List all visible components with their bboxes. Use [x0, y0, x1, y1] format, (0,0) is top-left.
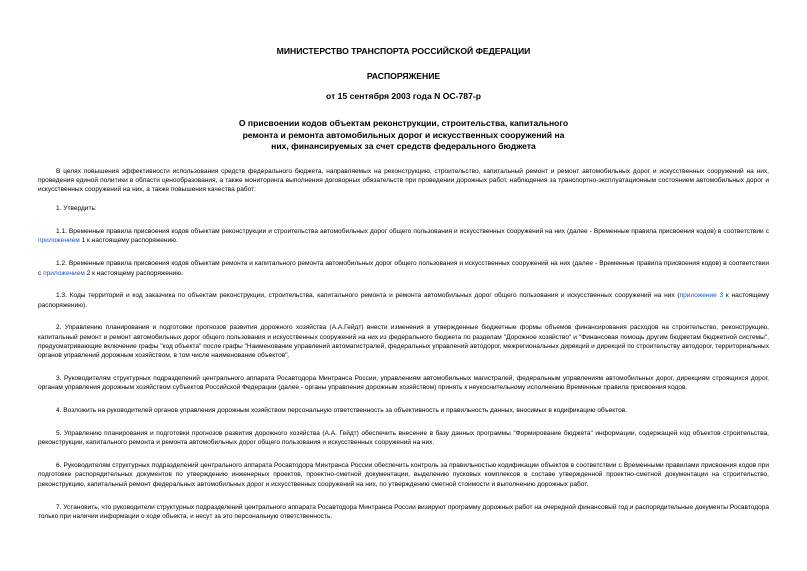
paragraph-1-2-tail: 2 к настоящему распоряжению. [84, 269, 183, 277]
paragraph-1-1 [38, 227, 769, 246]
paragraph-1-1-text: 1.1. Временные правила присвоения кодов объектам реконструкции и строительства автомобильных дорог общего пользования и искусственных сооружений на них (далее - Временные правила присвоения кодов) в соответствии с [56, 228, 769, 236]
paragraph-1-3-text: 1.3. Коды территорий и код заказчика по объектам реконструкции, строительства, капитального ремонта и ремонта автомобильных дорог общего пользования и искусственных сооружений на них ( [56, 292, 680, 300]
appendix-2-link[interactable]: приложением [43, 269, 85, 277]
appendix-1-link[interactable]: приложением [38, 237, 80, 245]
paragraph-4: 4. Возложить на руководителей органов управления дорожным хозяйством персональную ответственность за объективность и правильность данных, вносимых в кодификацию объектов. [56, 407, 628, 415]
ministry-heading: МИНИСТЕРСТВО ТРАНСПОРТА РОССИЙСКОЙ ФЕДЕРАЦИИ [276, 46, 531, 56]
document-type-heading: РАСПОРЯЖЕНИЕ [366, 71, 441, 81]
paragraph-1-1-tail: 1 к настоящему распоряжению. [79, 237, 178, 245]
document-body [38, 167, 769, 522]
paragraph-3: 3. Руководителям структурных подразделений центрального аппарата Росавтодора Минтранса России, управлениям автомобильных магистралей, федеральным управлениям автомобильных дорог, дирекциям строящихся дорог, органам управления дорожным хозяйством субъектов Российской Федерации (далее - органы управления дорожным хозяйством) принять к неукоснительному исполнению Временные правила присвоения кодов. [38, 375, 769, 392]
paragraph-2: 2. Управлению планирования и подготовки прогнозов развития дорожного хозяйства (А.А.Гейдт) внести изменения в утвержденные бюджетные формы объемов финансирования расходов на строительство, реконструкцию, капитальный ремонт и ремонт автомобильных дорог общего пользования и искусственных сооружений на них из федерального бюджета по разделам "Дорожное хозяйство" и "Финансовая помощь другим бюджетам бюджетной системы", предусматривающие включение графы "код объекта" после графы "Наименование управлений автомагистралей, федеральных управлений автодорог, межрегиональных дирекций и дирекций по строительству автодорог, территориальных органов управлений дорожным хозяйством, в том числе наименование объектов". [38, 324, 769, 360]
paragraph-7: 7. Установить, что руководители структурных подразделений центрального аппарата Росавтодора Минтранса России визируют программу дорожных работ на очередной финансовый год и распорядительные документы Росавтодора только при наличии информации о коде объекта, и несут за это персональную ответственность. [38, 503, 769, 520]
paragraph-1-3-tail: к настоящему распоряжению). [38, 292, 769, 309]
paragraph-1-2 [38, 259, 769, 278]
paragraph-1-3 [38, 291, 769, 310]
date-number-heading: от 15 сентября 2003 года N ОС-787-р [326, 91, 481, 101]
paragraph-1-2-text: 1.2. Временные правила присвоения кодов объектам ремонта и капитального ремонта автомобильных дорог общего пользования и искусственных сооружений на них (далее - Временные правила присвоения кодов) в соответствии с [38, 260, 769, 277]
paragraph-5: 5. Управлению планирования и подготовки прогнозов развития дорожного хозяйства (А.А. Гейдт) обеспечить внесение в базу данных программы "Формирование бюджета" информации, содержащей код объектов строительства, реконструкции, капитального ремонта и ремонта автомобильных дорог общего пользования и искусственных сооружений на них. [38, 430, 769, 447]
intro-paragraph: В целях повышения эффективности использования средств федерального бюджета, направляемых на реконструкцию, строительство, капитальный ремонт и ремонт автомобильных дорог и искусственных сооружений на них, проведения единой политики в области ценообразования, а также мониторинга выполнения договорных обязательств при проведении дорожных работ, наблюдения за транспортно-эксплуатационным состоянием автомобильных дорог и искусственных сооружений на них, а также повышения качества работ: [38, 167, 769, 194]
appendix-3-link[interactable]: приложение 3 [679, 292, 724, 300]
paragraph-6: 6. Руководителям структурных подразделений центрального аппарата Росавтодора Минтранса России обеспечить контроль за правильностью кодификации объектов в соответствии с Временными правилами присвоения кодов при подготовке распорядительных документов по утверждению инженерных проектов, проектно-сметной документации, выделению пусковых комплексов в составе утвержденной проектно-сметной документации на строительство, реконструкцию, капитальный ремонт федеральных автомобильных дорог и искусственных сооружений на них, по утверждению сметной стоимости и выполнению дорожных работ. [38, 462, 769, 488]
paragraph-1: 1. Утвердить: [56, 205, 97, 213]
document-title: О присвоении кодов объектам реконструкции, строительства, капитального ремонта и ремонта автомобильных дорог и искусственных сооружений на них, финансируемых за счет средств федерального бюджета [238, 118, 569, 151]
